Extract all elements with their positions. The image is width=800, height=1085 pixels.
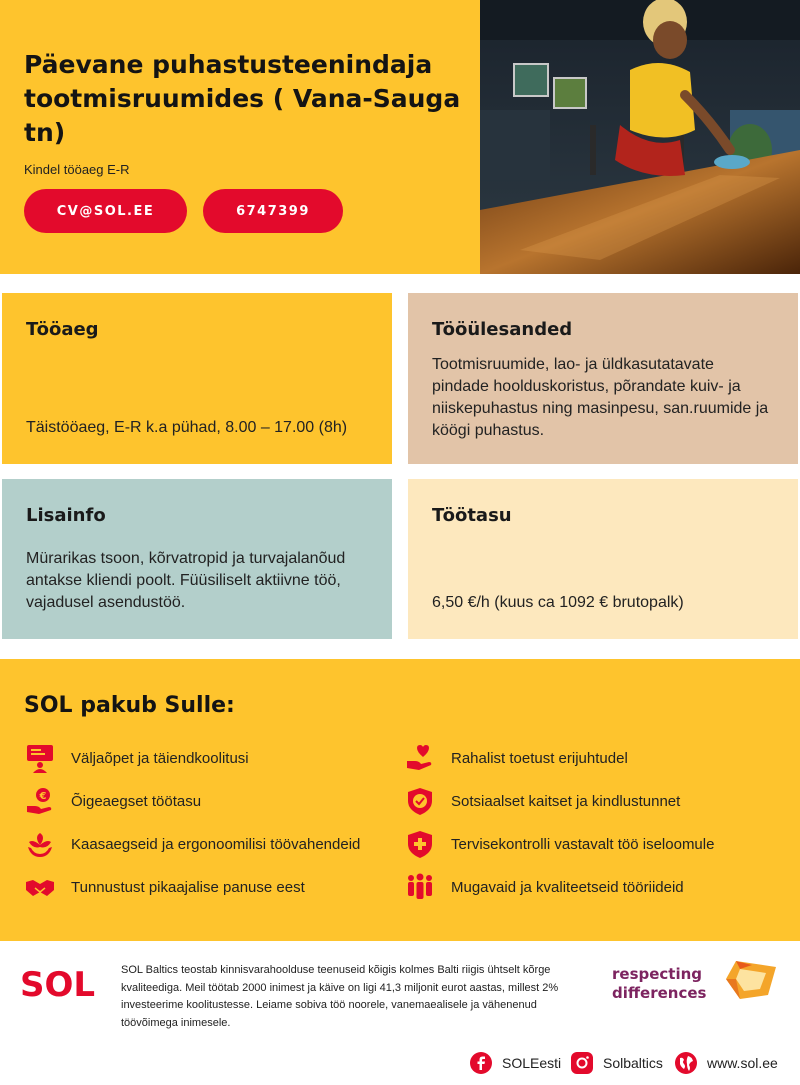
card-title: Töötasu	[432, 505, 512, 526]
benefit-label: Kaasaegseid ja ergonoomilisi töövahendeid	[71, 835, 361, 853]
instagram-icon	[571, 1052, 593, 1074]
phone-button[interactable]: 6747399	[203, 189, 343, 233]
benefits-section	[0, 659, 800, 941]
facebook-label: SOLEesti	[502, 1055, 562, 1071]
card-title: Tööaeg	[26, 319, 99, 340]
benefit-label: Väljaõpet ja täiendkoolitusi	[71, 749, 249, 767]
handshake-icon	[24, 871, 56, 903]
card-text: 6,50 €/h (kuus ca 1092 € brutopalk)	[432, 594, 684, 611]
benefit-label: Tunnustust pikaajalise panuse eest	[71, 878, 305, 896]
hero-section	[0, 0, 800, 274]
instagram-label: Solbaltics	[603, 1055, 663, 1071]
euro-hand-icon	[24, 785, 56, 817]
training-icon	[24, 742, 56, 774]
hero-text	[24, 48, 464, 177]
card-text: Tootmisruumide, lao- ja üldkasutatavate pindade hoolduskoristus, põrandate kuiv- ja niiskepuhastus ning masinpesu, san.ruumide ja köögi puhastus.	[432, 356, 769, 439]
facebook-icon	[470, 1052, 492, 1074]
card-tooaeg	[2, 293, 392, 464]
sol-logo-text: SOL	[20, 965, 96, 1001]
shield-check-icon	[404, 785, 436, 817]
people-icon	[404, 871, 436, 903]
benefit-label: Rahalist toetust erijuhtudel	[451, 749, 628, 767]
job-subtitle: Kindel tööaeg E-R	[24, 162, 130, 177]
heart-hand-icon	[404, 742, 436, 774]
benefit-item	[404, 785, 680, 817]
plant-hands-icon	[24, 828, 56, 860]
benefit-label: Õigeaegset töötasu	[71, 792, 202, 810]
shield-cross-icon	[404, 828, 436, 860]
facebook-link[interactable]	[470, 1051, 561, 1075]
benefit-item	[404, 828, 714, 860]
card-title: Lisainfo	[26, 505, 106, 526]
hero-photo	[480, 0, 800, 274]
benefit-label: Sotsiaalset kaitset ja kindlustunnet	[451, 792, 681, 810]
email-button[interactable]: CV@SOL.EE	[24, 189, 187, 233]
benefit-item	[404, 742, 628, 774]
benefit-item	[24, 828, 360, 860]
instagram-link[interactable]	[571, 1051, 663, 1075]
card-text: Täistööaeg, E-R k.a pühad, 8.00 – 17.00 (8h)	[26, 419, 348, 436]
benefit-item	[24, 742, 249, 774]
globe-icon	[675, 1052, 697, 1074]
benefit-label: Tervisekontrolli vastavalt töö iseloomule	[451, 835, 715, 853]
respecting-differences-logo	[722, 959, 782, 1001]
company-description: SOL Baltics teostab kinnisvarahoolduse teenuseid kõigis kolmes Balti riigis ühtselt kõrge kvaliteediga. Meil töötab 2000 inimest ja käive on ligi 41,3 miljonit eurot aastas, millest 2% investeerime koolitustesse. Leiame sobiva töö noorele, vanemaealisele ja vähenenud töövõimega inimesele.	[121, 964, 559, 1029]
benefits-title: SOL pakub Sulle:	[24, 693, 235, 718]
svg-text:€: €	[39, 791, 47, 802]
benefit-item	[24, 871, 305, 903]
benefit-item	[404, 871, 684, 903]
benefit-item	[24, 785, 201, 817]
sol-logo	[20, 963, 102, 1001]
benefit-label: Mugavaid ja kvaliteetseid tööriideid	[451, 878, 684, 896]
card-toulesanded	[408, 293, 798, 464]
footer	[0, 941, 800, 1085]
card-title: Tööülesanded	[432, 319, 573, 340]
respecting-differences-text: respecting differences	[612, 965, 707, 1002]
website-label: www.sol.ee	[707, 1055, 778, 1071]
cleaning-worker-photo	[480, 0, 800, 274]
job-title: Päevane puhastusteenindaja tootmisruumides ( Vana-Sauga tn)	[24, 50, 461, 147]
card-lisainfo	[2, 479, 392, 639]
website-link[interactable]	[675, 1051, 778, 1075]
card-text: Mürarikas tsoon, kõrvatropid ja turvajalanõud antakse kliendi poolt. Füüsiliselt aktiivne töö, vajadusel asendustöö.	[26, 550, 346, 611]
card-tootasu	[408, 479, 798, 639]
